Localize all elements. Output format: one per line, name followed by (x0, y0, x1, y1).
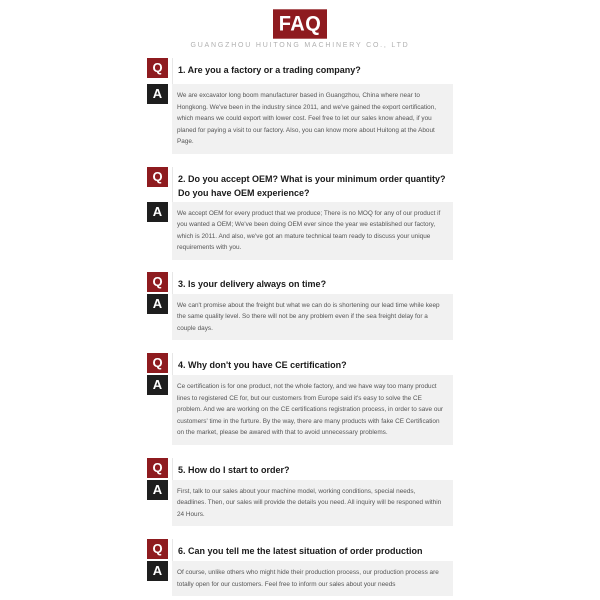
question-row (147, 458, 453, 480)
answer-text: Ce certification is for one product, not the whole factory, and we have way too many product lines to registered CE for, but our customers from Europe said it's easy to solve the CE problem. And we are working on the CE certifications registration process, in order to save our customers' time in the furture. By the way, there are many products with fake CE Certification on the market, please be awared with that to avoid unnecessary problems. (172, 375, 453, 445)
faq-item-3 (147, 272, 453, 341)
question-badge: Q (147, 539, 168, 559)
question-text: 3. Is your delivery always on time? (172, 272, 453, 294)
question-text: 4. Why don't you have CE certification? (172, 353, 453, 375)
question-text: 6. Can you tell me the latest situation of order production (172, 539, 453, 561)
faq-item-1 (147, 58, 453, 154)
question-row (147, 539, 453, 561)
page-header (0, 10, 600, 49)
question-badge: Q (147, 58, 168, 78)
question-row (147, 353, 453, 375)
answer-text: First, talk to our sales about your machine model, working conditions, special needs, deadlines. Then, our sales will provide the details you need. All inquiry will be responed within 24 Hours. (172, 480, 453, 527)
question-row (147, 167, 453, 202)
question-text: 2. Do you accept OEM? What is your minimum order quantity? Do you have OEM experience? (172, 167, 453, 202)
answer-row (147, 84, 453, 154)
answer-badge: A (147, 84, 168, 104)
faq-list (147, 58, 453, 596)
company-name: GUANGZHOU HUITONG MACHINERY CO., LTD (190, 42, 410, 49)
question-text: 1. Are you a factory or a trading company? (172, 58, 453, 84)
answer-badge: A (147, 375, 168, 395)
question-badge: Q (147, 458, 168, 478)
question-badge: Q (147, 167, 168, 187)
faq-item-2 (147, 167, 453, 260)
faq-item-4 (147, 353, 453, 445)
answer-text: We can't promise about the freight but what we can do is shortening our lead time while keep the same quality level. So there will not be any problem even if the sea freight delay for a couple days. (172, 294, 453, 341)
question-row (147, 58, 453, 84)
answer-row (147, 202, 453, 260)
question-row (147, 272, 453, 294)
answer-text: Of course, unlike others who might hide their production process, our production process are totally open for our customers. Feel free to inform our sales about your needs (172, 561, 453, 596)
answer-badge: A (147, 480, 168, 500)
answer-badge: A (147, 202, 168, 222)
question-badge: Q (147, 272, 168, 292)
answer-row (147, 480, 453, 527)
answer-row (147, 294, 453, 341)
faq-item-5 (147, 458, 453, 527)
question-text: 5. How do I start to order? (172, 458, 453, 480)
answer-text: We are excavator long boom manufacturer based in Guangzhou, China where near to Hongkong. We've been in the industry since 2011, and we've gained the export certification, which means we could export with lower cost. Feel free to let our sales know ahead, if you planed for paying a visit to our factory. Also, you can know more about Huitong at the About Page. (172, 84, 453, 154)
answer-row (147, 561, 453, 596)
faq-item-6 (147, 539, 453, 596)
answer-text: We accept OEM for every product that we produce; There is no MOQ for any of our product if you wanted a OEM; We've been doing OEM ever since the year we established our factory, which is 2011. And also, we've got an mature technical team ready to discuss your unique requirements with you. (172, 202, 453, 260)
answer-badge: A (147, 294, 168, 314)
answer-badge: A (147, 561, 168, 581)
answer-row (147, 375, 453, 445)
faq-title: FAQ (273, 9, 328, 38)
question-badge: Q (147, 353, 168, 373)
